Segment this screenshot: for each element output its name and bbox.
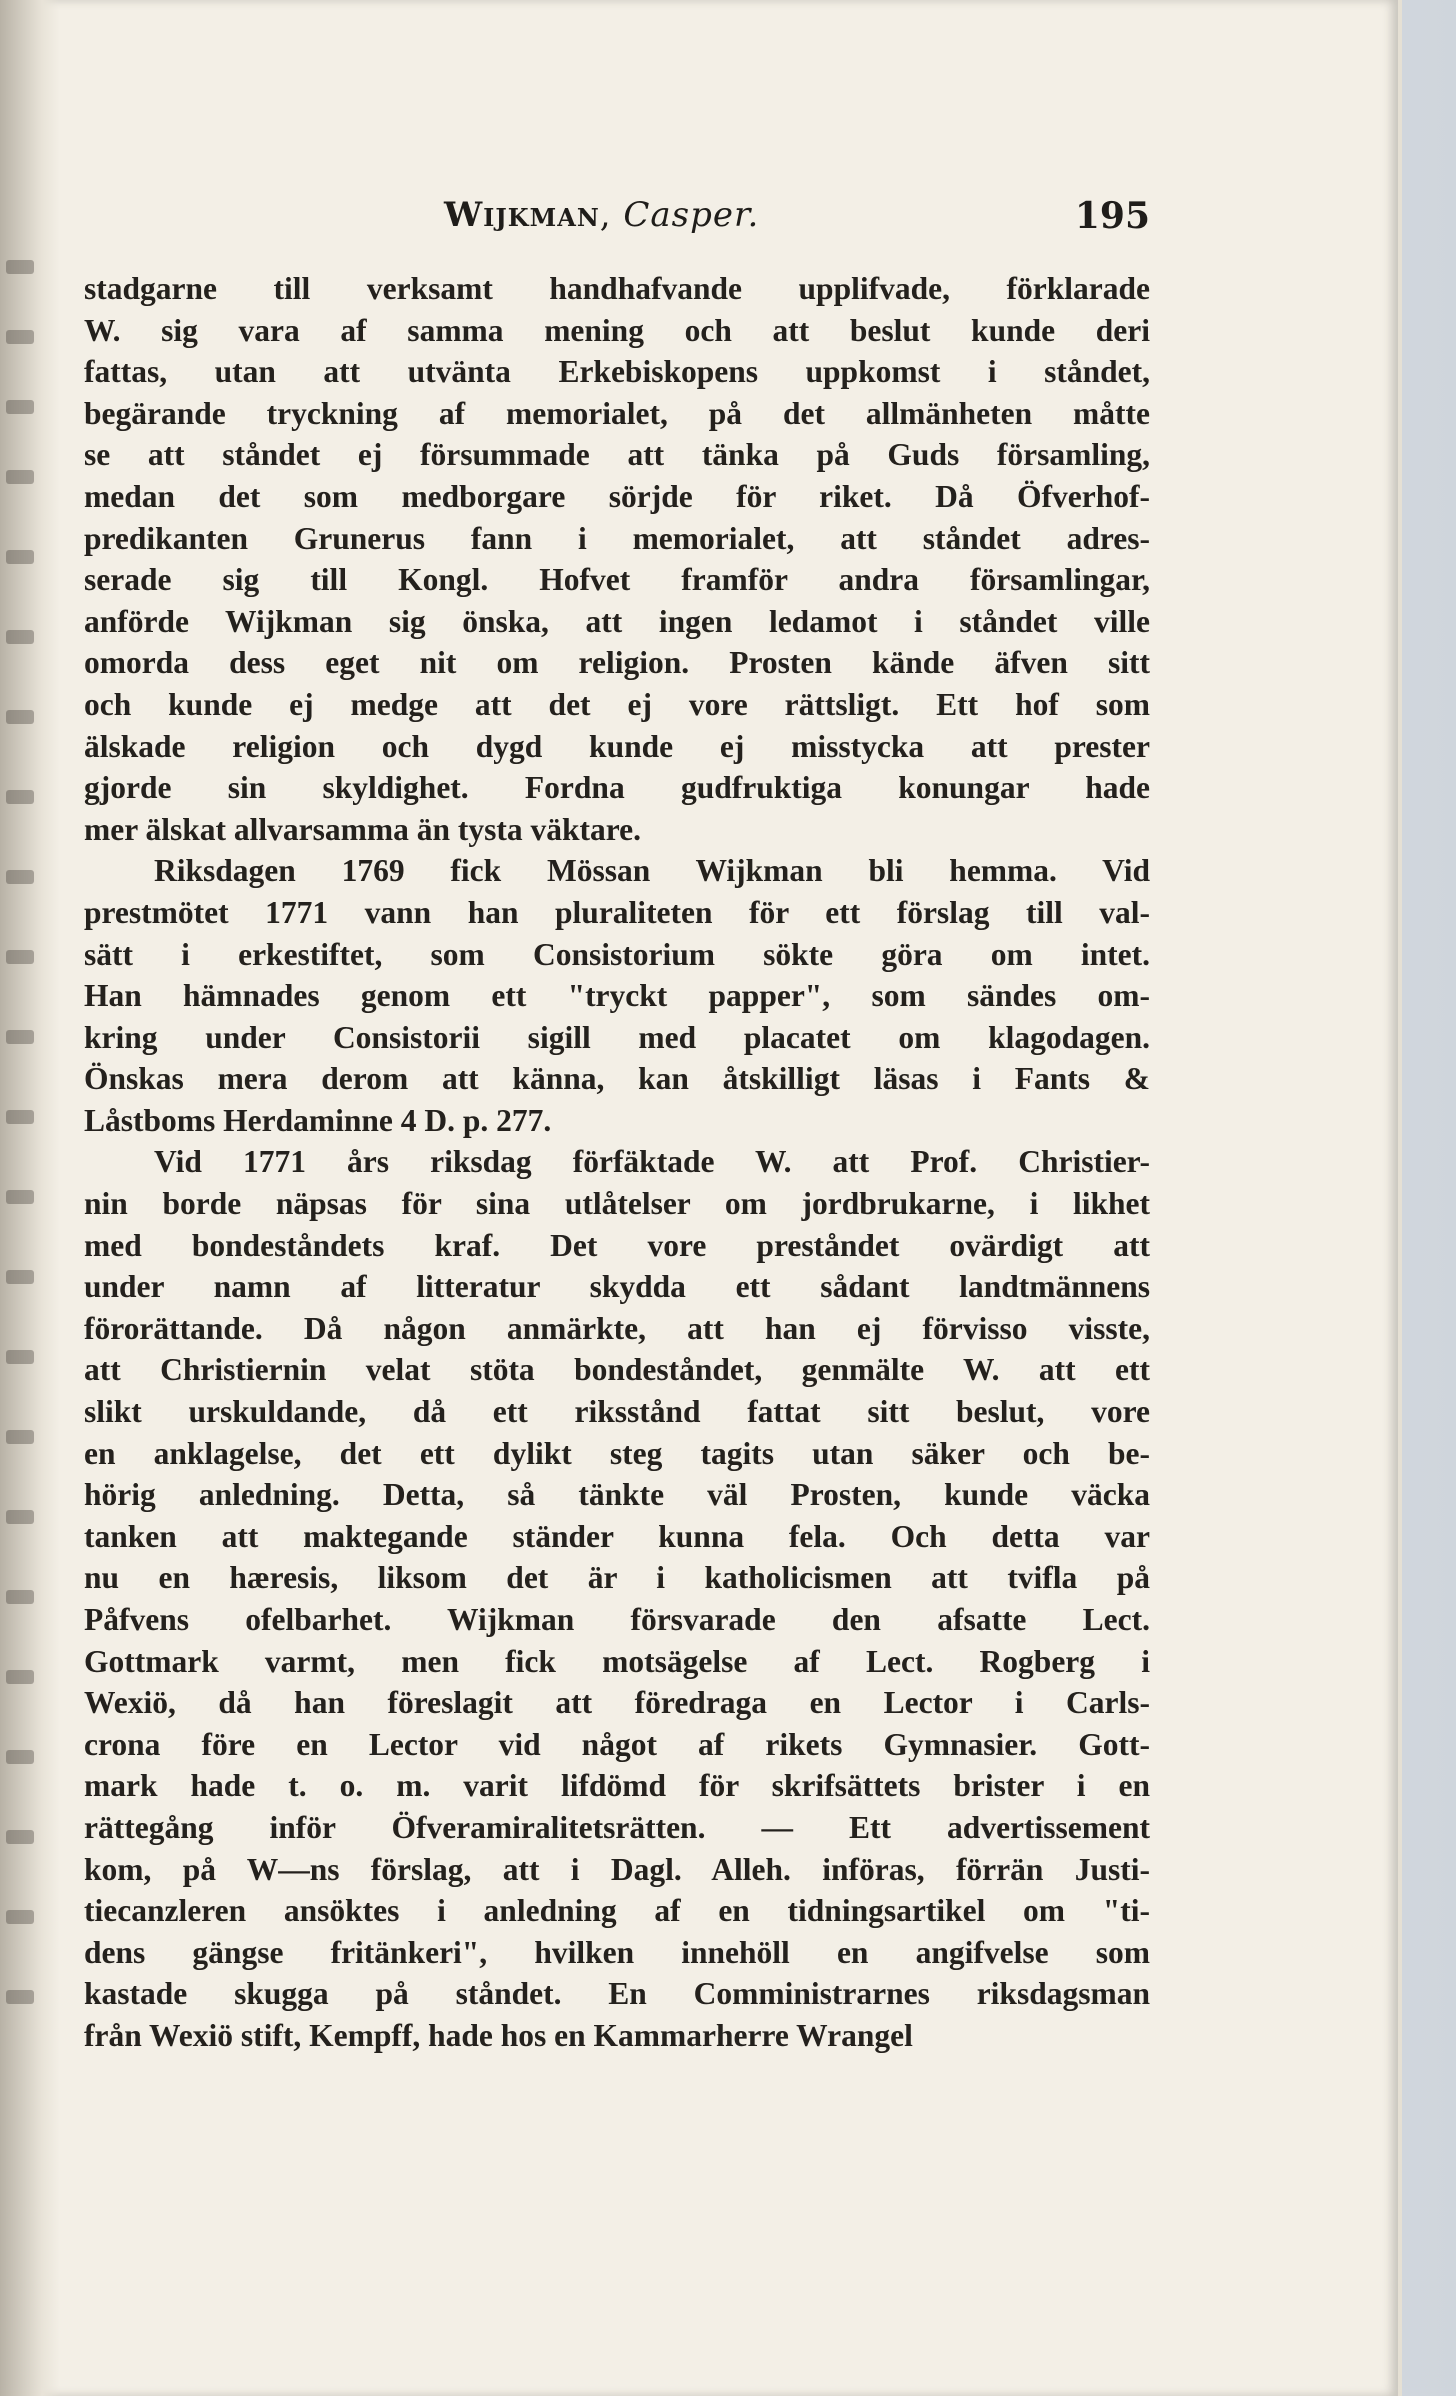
- text-line: förorättande. Då någon anmärkte, att han ej förvisso visste,: [84, 1310, 1150, 1346]
- text-line: se att ståndet ej försummade att tänka på Guds församling,: [84, 437, 1150, 473]
- page-number: 195: [1074, 195, 1150, 237]
- head-given-name: Casper.: [623, 195, 760, 235]
- text-line: hörig anledning. Detta, så tänkte väl Prosten, kunde väcka: [84, 1477, 1150, 1513]
- text-line: crona före en Lector vid något af rikets Gymnasier. Gott-: [84, 1726, 1150, 1762]
- head-surname: Wijkman: [444, 195, 600, 235]
- text-line: stadgarne till verksamt handhafvande upplifvade, förklarade: [84, 271, 1150, 306]
- text-line: Önskas mera derom att känna, kan åtskilligt läsas i Fants &: [84, 1061, 1150, 1097]
- text-line: medan det som medborgare sörjde för riket. Då Öfverhof-: [84, 478, 1150, 514]
- text-line: rättegång inför Öfveramiralitetsrätten. — Ett advertissement: [84, 1809, 1150, 1845]
- text-line: omorda dess eget nit om religion. Prosten kände äfven sitt: [84, 645, 1150, 681]
- text-line: Gottmark varmt, men fick motsägelse af Lect. Rogberg i: [84, 1643, 1150, 1679]
- text-line: och kunde ej medge att det ej vore rättsligt. Ett hof som: [84, 686, 1150, 722]
- text-line: kring under Consistorii sigill med placatet om klagodagen.: [84, 1019, 1150, 1055]
- text-line: mer älskat allvarsamma än tysta väktare.: [84, 811, 642, 847]
- text-line: Påfvens ofelbarhet. Wijkman försvarade den afsatte Lect.: [84, 1602, 1150, 1637]
- text-line: dens gängse fritänkeri", hvilken innehöll en angifvelse som: [84, 1934, 1150, 1970]
- text-line: att Christiernin velat stöta bondeståndet, genmälte W. att ett: [84, 1352, 1150, 1388]
- text-line: en anklagelse, det ett dylikt steg tagits utan säker och be-: [84, 1435, 1150, 1471]
- text-line: Vid 1771 års riksdag förfäktade W. att Prof. Christier-: [154, 1144, 1150, 1180]
- text-line: från Wexiö stift, Kempff, hade hos en Kammarherre Wrangel: [84, 2017, 913, 2053]
- text-line: tiecanzleren ansöktes i anledning af en tidningsartikel om "ti-: [84, 1893, 1150, 1929]
- text-line: kastade skugga på ståndet. En Comministrarnes riksdagsman: [84, 1976, 1150, 2012]
- text-line: nu en hæresis, liksom det är i katholicismen att tvifla på: [84, 1560, 1150, 1596]
- running-head: [84, 195, 1150, 245]
- text-line: gjorde sin skyldighet. Fordna gudfruktiga konungar hade: [84, 770, 1150, 806]
- text-line: begärande tryckning af memorialet, på det allmänheten måtte: [84, 395, 1150, 431]
- text-line: W. sig vara af samma mening och att beslut kunde deri: [84, 312, 1150, 348]
- spine-bleed-through: [6, 260, 46, 2060]
- text-line: prestmötet 1771 vann han pluraliteten för ett förslag till val-: [84, 894, 1150, 930]
- text-line: nin borde näpsas för sina utlåtelser om jordbrukarne, i likhet: [84, 1186, 1150, 1222]
- text-line: älskade religion och dygd kunde ej misstycka att prester: [84, 728, 1150, 764]
- text-line: Wexiö, då han föreslagit att föredraga en Lector i Carls-: [84, 1685, 1150, 1721]
- text-line: Han hämnades genom ett "tryckt papper", som sändes om-: [84, 978, 1150, 1014]
- paragraph: [84, 268, 1150, 850]
- text-line: kom, på W—ns förslag, att i Dagl. Alleh. införas, förrän Justi-: [84, 1851, 1150, 1887]
- text-line: serade sig till Kongl. Hofvet framför andra församlingar,: [84, 562, 1150, 598]
- text-line: mark hade t. o. m. varit lifdömd för skrifsättets brister i en: [84, 1768, 1150, 1804]
- paragraph: [84, 850, 1150, 1141]
- text-line: slikt urskuldande, då ett riksstånd fattat sitt beslut, vore: [84, 1394, 1150, 1430]
- text-line: fattas, utan att utvänta Erkebiskopens uppkomst i ståndet,: [84, 354, 1150, 390]
- text-line: med bondeståndets kraf. Det vore preståndet ovärdigt att: [84, 1227, 1150, 1263]
- running-head-title: Wijkman, Casper.: [444, 195, 760, 235]
- text-line: Låstboms Herdaminne 4 D. p. 277.: [84, 1102, 552, 1138]
- body-text: [84, 268, 1150, 2057]
- text-line: sätt i erkestiftet, som Consistorium sökte göra om intet.: [84, 936, 1150, 972]
- text-line: predikanten Grunerus fann i memorialet, att ståndet adres-: [84, 520, 1150, 556]
- text-line: anförde Wijkman sig önska, att ingen ledamot i ståndet ville: [84, 603, 1150, 639]
- text-line: Riksdagen 1769 fick Mössan Wijkman bli hemma. Vid: [154, 853, 1150, 889]
- text-line: under namn af litteratur skydda ett sådant landtmännens: [84, 1269, 1150, 1305]
- paragraph: [84, 1141, 1150, 2056]
- text-line: tanken att maktegande ständer kunna fela. Och detta var: [84, 1518, 1150, 1554]
